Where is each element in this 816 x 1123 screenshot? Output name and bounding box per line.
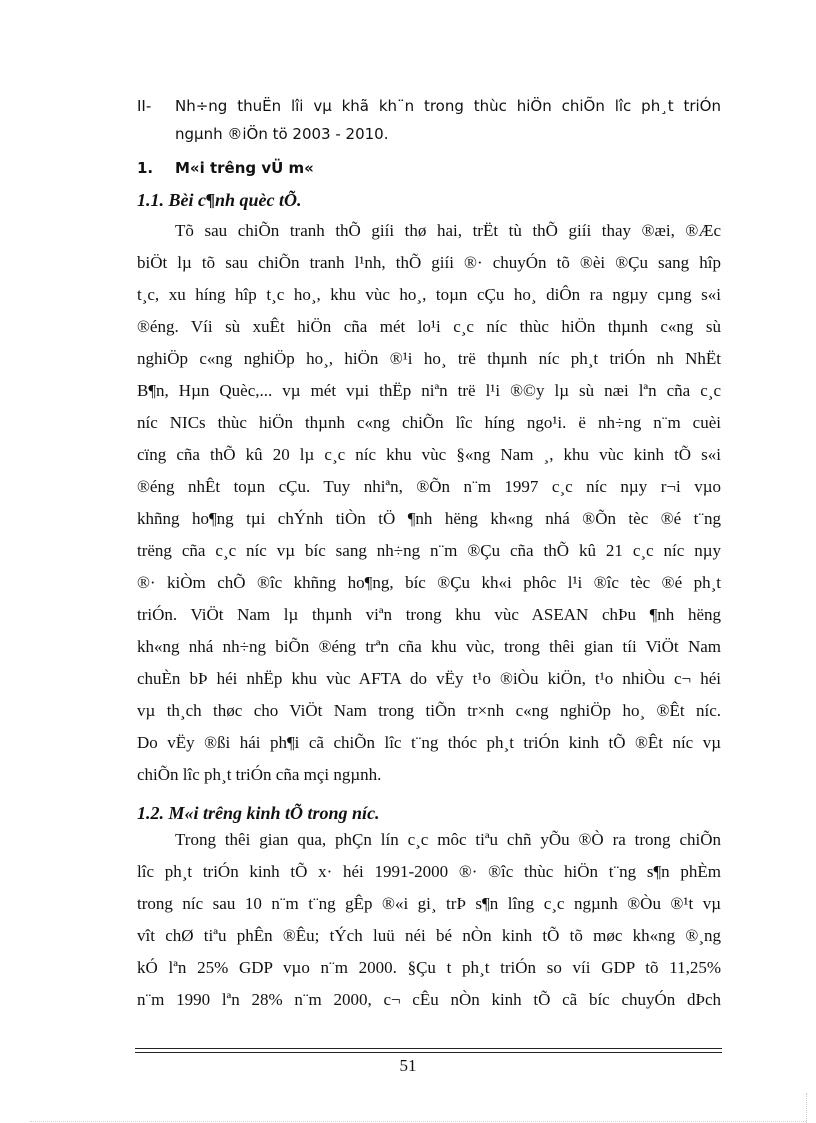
paragraph-line: ®éng. Víi sù xuÊt hiÖn cña mét lo¹i c¸c níc thùc hiÖn thµnh c«ng sù — [137, 317, 721, 336]
paragraph-line: kh«ng nhá nh÷ng biÕn ®éng trªn cña khu vùc, trong thêi gian tíi ViÖt Nam — [137, 637, 721, 656]
paragraph-line: t¸c, xu híng hîp t¸c ho¸, khu vùc ho¸, toµn cÇu ho¸ diÔn ra ngµy cµng s«i — [137, 285, 721, 304]
heading-1-1: 1.1. Bèi c¶nh quèc tÕ. — [137, 190, 302, 210]
paragraph-line: ®éng nhÊt toµn cÇu. Tuy nhiªn, ®Õn n¨m 1997 c¸c níc nµy r¬i vµo — [137, 477, 721, 496]
paragraph-line: níc NICs thùc hiÖn thµnh c«ng chiÕn lîc híng ngo¹i. ë nh÷ng n¨m cuèi — [137, 413, 721, 432]
paragraph-line: ®· kiÒm chÕ ®îc khñng ho¶ng, bíc ®Çu kh«i phôc l¹i ®îc tèc ®é ph¸t — [137, 573, 721, 592]
paragraph-line: triÓn. ViÖt Nam lµ thµnh viªn trong khu vùc ASEAN chÞu ¶nh hëng — [137, 605, 721, 624]
paragraph-line: trëng cña c¸c níc vµ bíc sang nh÷ng n¨m ®Çu cña thÕ kû 21 c¸c níc nµy — [137, 541, 721, 560]
subsection-number: 1. — [137, 159, 154, 177]
paragraph-line: kÓ lªn 25% GDP vµo n¨m 2000. §Çu t ph¸t triÓn so víi GDP tõ 11,25% — [137, 958, 721, 977]
subsection-title: M«i trêng vÜ m« — [175, 159, 314, 177]
paragraph-line: cïng cña thÕ kû 20 lµ c¸c níc khu vùc §«ng Nam ¸, khu vùc kinh tÕ s«i — [137, 445, 721, 464]
paragraph-line: lîc ph¸t triÓn kinh tÕ x· héi 1991-2000 ®· ®îc thùc hiÖn t¨ng s¶n phÈm — [137, 862, 721, 881]
paragraph-line: trong níc sau 10 n¨m t¨ng gÊp ®«i gi¸ trÞ s¶n lîng c¸c ngµnh ®Òu ®¹t vµ — [137, 894, 721, 913]
paragraph-line: nghiÖp c«ng nghiÖp ho¸, hiÖn ®¹i ho¸ trë thµnh níc ph¸t triÓn nh NhËt — [137, 349, 721, 368]
paragraph-line: Trong thêi gian qua, phÇn lín c¸c môc tiªu chñ yÕu ®Ò ra trong chiÕn — [175, 830, 721, 849]
paragraph-line: biÖt lµ tõ sau chiÕn tranh l¹nh, thÕ giíi ®· chuyÓn tõ ®èi ®Çu sang hîp — [137, 253, 721, 272]
footer-rule-bottom — [135, 1052, 722, 1053]
paragraph-line: khñng ho¶ng tµi chÝnh tiÒn tÖ ¶nh hëng kh«ng nhá ®Õn tèc ®é t¨ng — [137, 509, 721, 528]
paragraph-line: B¶n, Hµn Quèc,... vµ mét vµi thËp niªn trë l¹i ®©y lµ sù næi lªn cña c¸c — [137, 381, 721, 400]
section-title-line-1: Nh÷ng thuËn lîi vµ khã kh¨n trong thùc hiÖn chiÕn lîc ph¸t triÓn — [175, 97, 721, 115]
page-number: 51 — [399, 1056, 417, 1075]
section-number: II- — [137, 97, 152, 115]
section-title-line-2: ngµnh ®iÖn tö 2003 - 2010. — [175, 125, 389, 143]
paragraph-line: Tõ sau chiÕn tranh thÕ giíi thø hai, trËt tù thÕ giíi thay ®æi, ®Æc — [175, 221, 721, 240]
paragraph-line: chuÈn bÞ héi nhËp khu vùc AFTA do vËy t¹o ®iÒu kiÖn, t¹o nhiÒu c¬ héi — [137, 669, 721, 688]
footer-rule-top — [135, 1048, 722, 1049]
paragraph-line: n¨m 1990 lªn 28% n¨m 2000, c¬ cÊu nÒn kinh tÕ cã bíc chuyÓn dÞch — [137, 990, 721, 1009]
page-edge-marker — [30, 1121, 806, 1122]
paragraph-line: vît chØ tiªu phÊn ®Êu; tÝch luü néi bé nÒn kinh tÕ tõ møc kh«ng ®¸ng — [137, 926, 721, 945]
paragraph-line: Do vËy ®ßi hái ph¶i cã chiÕn lîc t¨ng thóc ph¸t triÓn kinh tÕ ®Êt níc vµ — [137, 733, 721, 752]
paragraph-line: vµ th¸ch thøc cho ViÖt Nam trong tiÕn tr×nh c«ng nghiÖp ho¸ ®Êt níc. — [137, 701, 721, 720]
paragraph-line: chiÕn lîc ph¸t triÓn cña mçi ngµnh. — [137, 765, 382, 784]
heading-1-2: 1.2. M«i trêng kinh tÕ trong níc. — [137, 803, 380, 823]
page-corner-marker — [806, 1093, 816, 1123]
